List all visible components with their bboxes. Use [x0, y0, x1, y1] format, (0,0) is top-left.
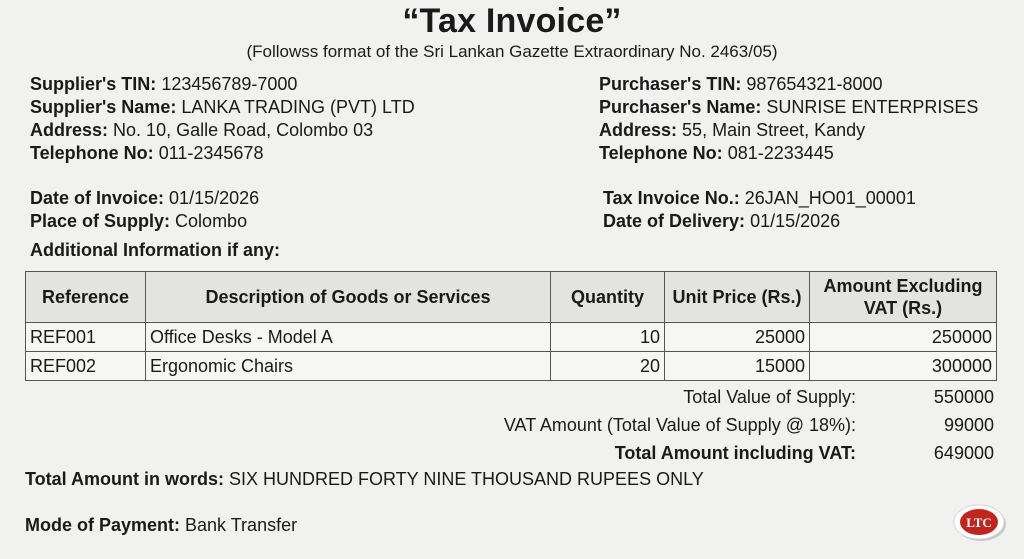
vat-amount-label: VAT Amount (Total Value of Supply @ 18%): — [503, 415, 856, 435]
supplier-address-value: No. 10, Galle Road, Colombo 03 — [113, 120, 374, 140]
total-supply-label: Total Value of Supply: — [683, 387, 856, 407]
row-unit-price: 25000 — [665, 323, 810, 352]
row-reference: REF002 — [26, 352, 146, 381]
row-quantity: 20 — [551, 352, 665, 381]
header-quantity: Quantity — [551, 272, 665, 323]
table-header-row — [26, 272, 997, 323]
vat-amount-value: 99000 — [943, 415, 994, 435]
place-of-supply-row — [30, 210, 259, 233]
header-description: Description of Goods or Services — [146, 272, 551, 323]
purchaser-phone-label: Telephone No: — [599, 143, 723, 163]
invoice-date-value: 01/15/2026 — [169, 188, 260, 208]
purchaser-phone-value: 081-2233445 — [727, 143, 834, 163]
purchaser-name-row — [599, 96, 978, 119]
row-description: Office Desks - Model A — [146, 323, 551, 352]
invoice-subtitle: (Followss format of the Sri Lankan Gazette Extraordinary No. 2463/05) — [246, 42, 778, 61]
row-reference: REF001 — [26, 323, 146, 352]
total-incl-vat-row — [300, 440, 996, 468]
delivery-date-row — [603, 210, 916, 233]
supplier-phone-row — [30, 142, 415, 165]
supplier-phone-value: 011-2345678 — [158, 143, 264, 163]
purchaser-name-value: SUNRISE ENTERPRISES — [766, 97, 979, 117]
row-unit-price: 15000 — [665, 352, 810, 381]
supplier-name-label: Supplier's Name: — [30, 97, 177, 117]
delivery-date-value: 01/15/2026 — [750, 211, 841, 231]
mode-of-payment — [25, 515, 297, 536]
total-supply-value: 550000 — [933, 387, 994, 407]
purchaser-tin-value: 987654321-8000 — [746, 74, 883, 94]
delivery-date-label: Date of Delivery: — [603, 211, 746, 231]
vat-amount-row — [300, 412, 996, 440]
invoice-number-label: Tax Invoice No.: — [603, 188, 740, 208]
invoice-date-label: Date of Invoice: — [30, 188, 165, 208]
place-of-supply-label: Place of Supply: — [30, 211, 171, 231]
mode-of-payment-label: Mode of Payment: — [25, 515, 181, 535]
supplier-name-row — [30, 96, 415, 119]
additional-info-label: Additional Information if any: — [30, 240, 280, 260]
supplier-name-value: LANKA TRADING (PVT) LTD — [181, 97, 415, 117]
supplier-details — [30, 73, 415, 165]
supplier-address-row — [30, 119, 415, 142]
supplier-address-label: Address: — [30, 120, 109, 140]
invoice-number-value: 26JAN_HO01_00001 — [744, 188, 916, 208]
invoice-date-row — [30, 187, 259, 210]
invoice-title: “Tax Invoice” — [402, 2, 622, 40]
purchaser-address-value: 55, Main Street, Kandy — [682, 120, 866, 140]
row-amount: 300000 — [810, 352, 997, 381]
purchaser-address-row — [599, 119, 978, 142]
header-amount: Amount Excluding VAT (Rs.) — [810, 272, 997, 323]
row-description: Ergonomic Chairs — [146, 352, 551, 381]
place-of-supply-value: Colombo — [175, 211, 248, 231]
mode-of-payment-value: Bank Transfer — [185, 515, 298, 535]
supplier-tin-row — [30, 73, 415, 96]
purchaser-tin-row — [599, 73, 978, 96]
supplier-tin-label: Supplier's TIN: — [30, 74, 157, 94]
purchaser-details — [599, 73, 978, 165]
ltc-logo-icon — [952, 500, 1008, 544]
total-supply-row — [300, 384, 996, 412]
total-incl-vat-value: 649000 — [933, 443, 994, 463]
table-row — [26, 352, 997, 381]
header-reference: Reference — [26, 272, 146, 323]
purchaser-phone-row — [599, 142, 978, 165]
row-quantity: 10 — [551, 323, 665, 352]
row-amount: 250000 — [810, 323, 997, 352]
purchaser-name-label: Purchaser's Name: — [599, 97, 762, 117]
total-incl-vat-label: Total Amount including VAT: — [614, 443, 856, 463]
logo-text: LTC — [966, 515, 992, 530]
amount-in-words — [25, 469, 704, 490]
table-row — [26, 323, 997, 352]
header-unit-price: Unit Price (Rs.) — [665, 272, 810, 323]
supplier-tin-value: 123456789-7000 — [161, 74, 298, 94]
purchaser-address-label: Address: — [599, 120, 678, 140]
amount-in-words-value: SIX HUNDRED FORTY NINE THOUSAND RUPEES ONLY — [229, 469, 704, 489]
totals-section — [300, 384, 996, 468]
amount-in-words-label: Total Amount in words: — [25, 469, 224, 489]
invoice-number-row — [603, 187, 916, 210]
invoice-number-delivery — [603, 187, 916, 233]
items-table — [25, 271, 997, 381]
invoice-date-place — [30, 187, 259, 233]
supplier-phone-label: Telephone No: — [30, 143, 154, 163]
purchaser-tin-label: Purchaser's TIN: — [599, 74, 742, 94]
